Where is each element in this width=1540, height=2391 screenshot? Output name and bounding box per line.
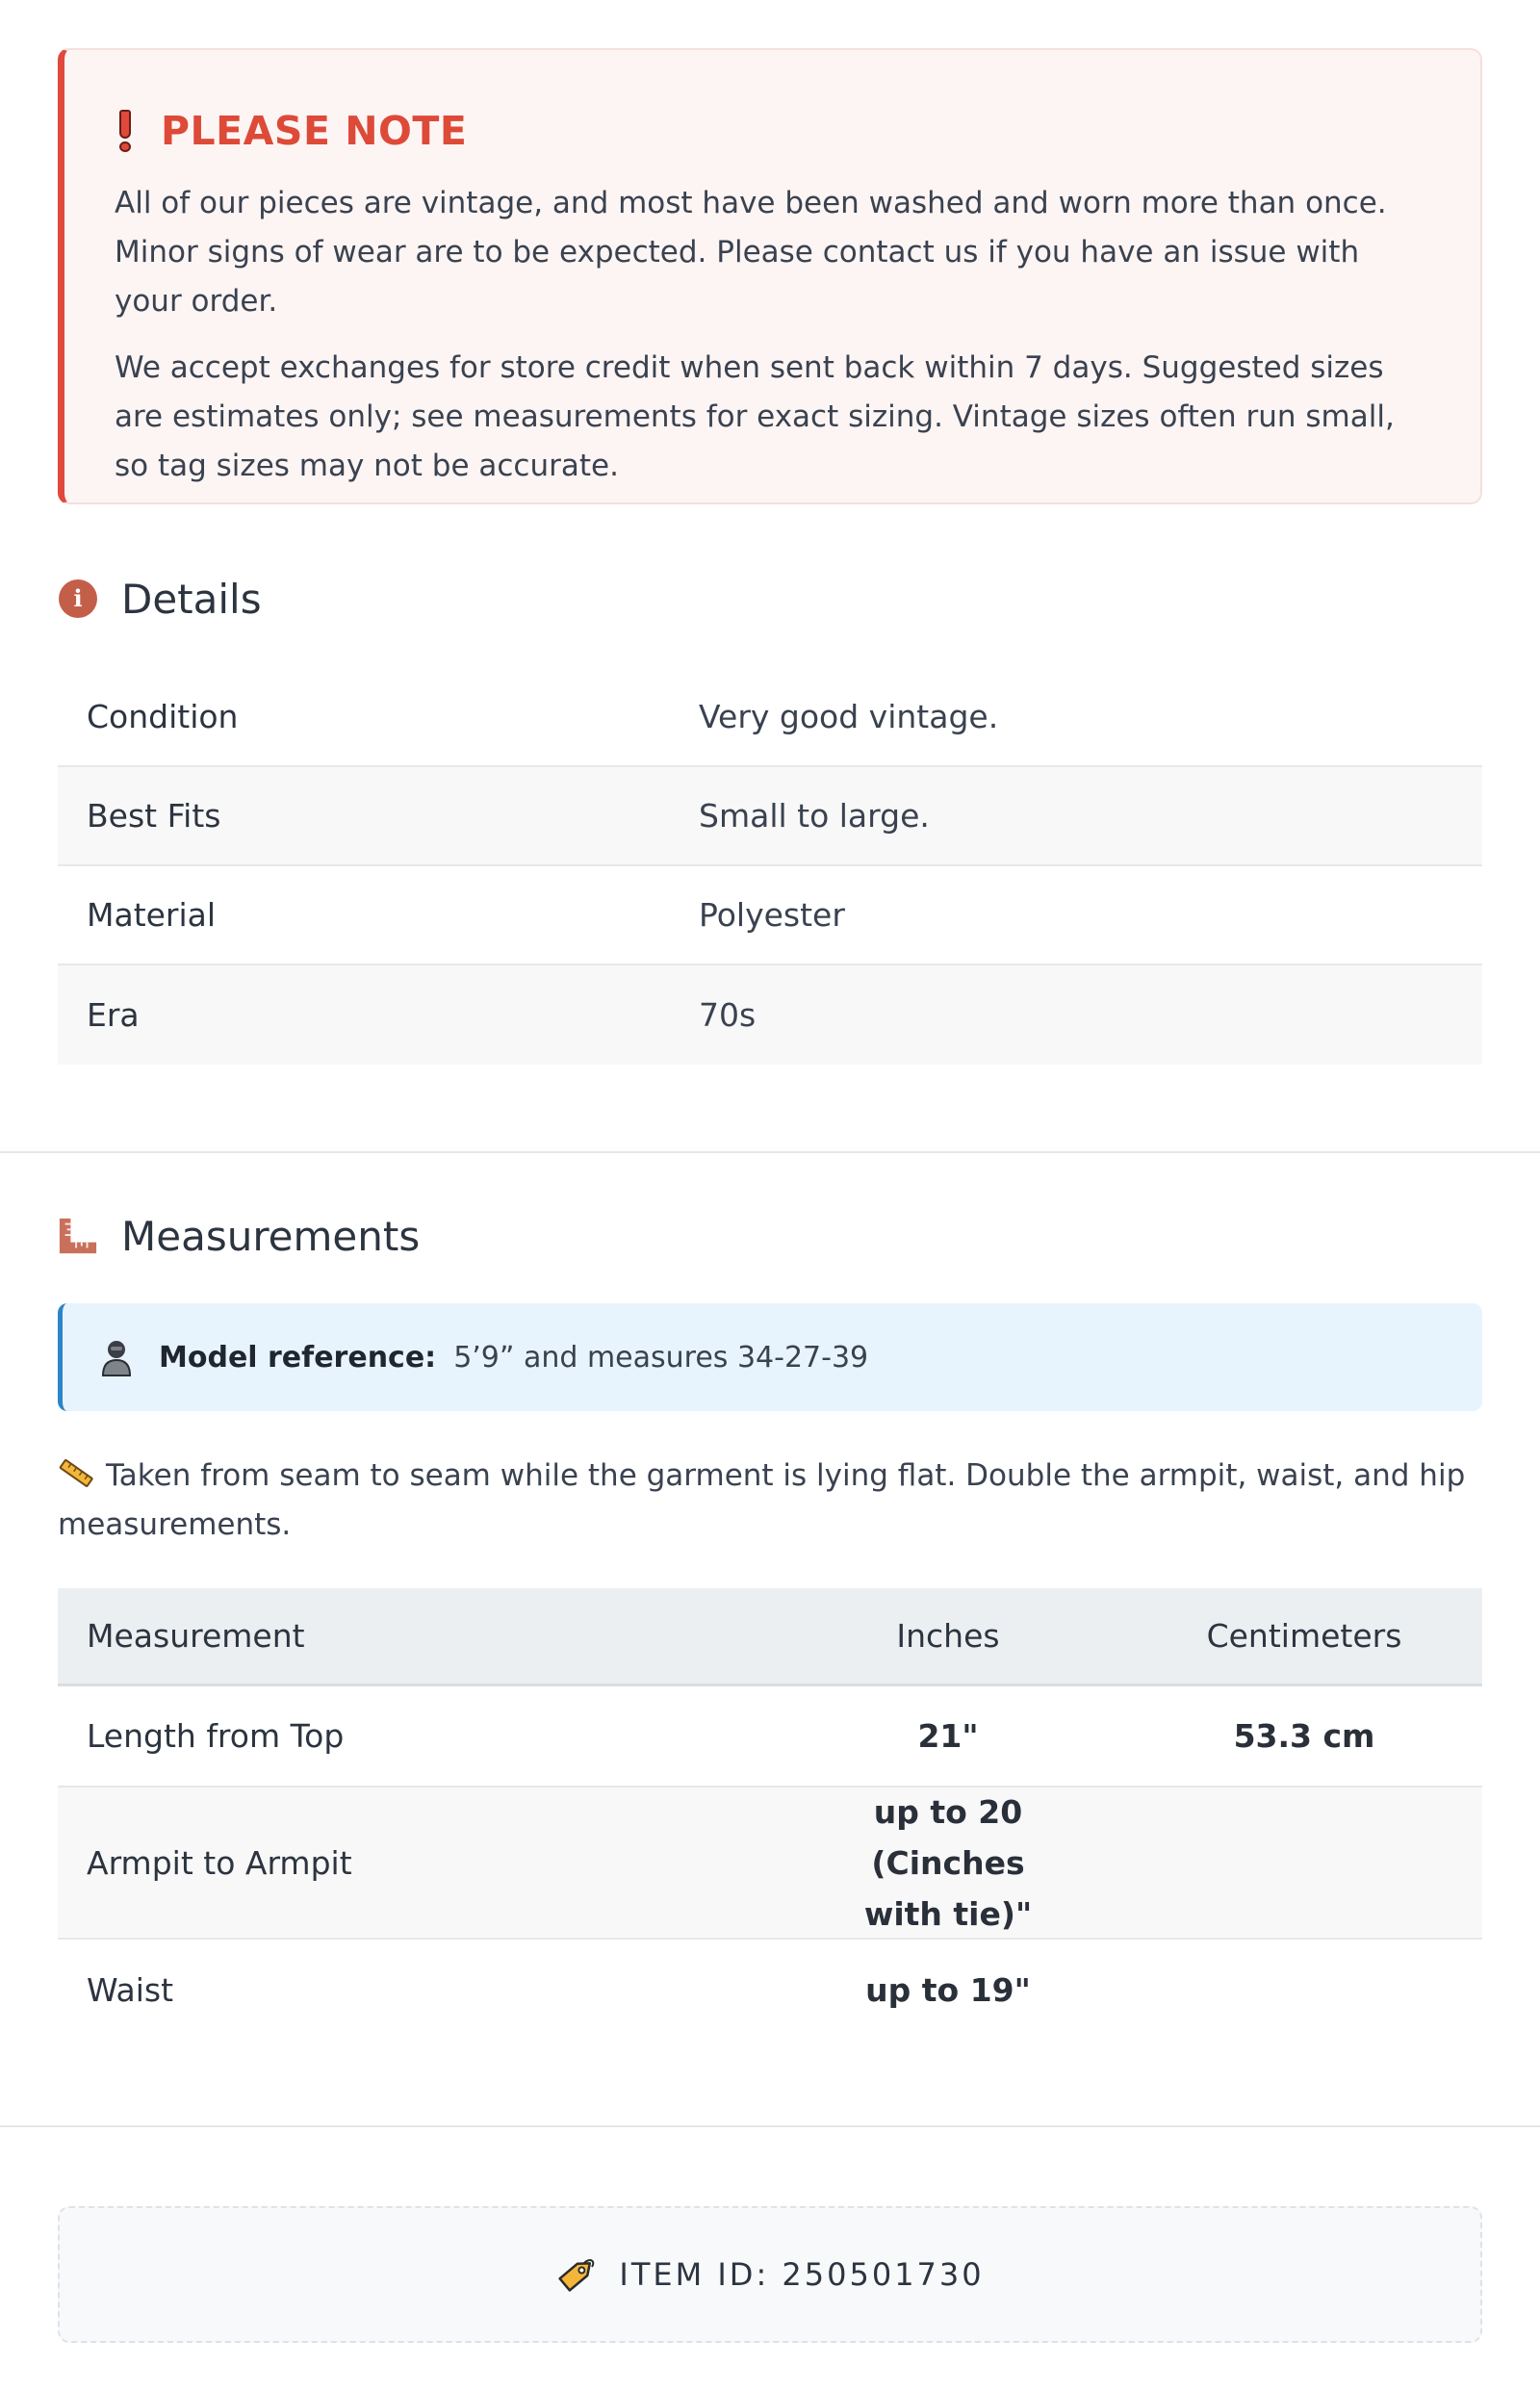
details-value: Polyester — [699, 896, 845, 934]
details-label: Era — [87, 996, 140, 1034]
details-value: 70s — [699, 996, 757, 1034]
table-row — [58, 1787, 1482, 1940]
please-note-title: PLEASE NOTE — [161, 108, 468, 154]
info-icon: i — [58, 578, 98, 619]
model-reference-value: 5’9” and measures 34-27-39 — [453, 1340, 869, 1375]
model-reference-box — [58, 1303, 1482, 1411]
details-heading — [58, 570, 1482, 628]
column-header: Measurement — [87, 1617, 305, 1655]
table-header — [58, 1588, 1482, 1686]
details-row — [58, 965, 1482, 1065]
measurement-inches: 21" — [917, 1717, 979, 1755]
please-note-box — [58, 48, 1482, 504]
column-header: Centimeters — [1206, 1617, 1402, 1655]
measurement-inches: up to 20 (Cinches with tie)" — [863, 1792, 1033, 1933]
pencil-icon — [58, 1458, 96, 1489]
measurement-name: Length from Top — [87, 1717, 345, 1755]
person-icon — [99, 1338, 134, 1376]
measurement-name: Waist — [87, 1971, 174, 2009]
section-divider — [0, 1151, 1540, 1153]
item-id-box — [58, 2206, 1482, 2343]
section-divider — [0, 2125, 1540, 2127]
details-value: Very good vintage. — [699, 698, 999, 735]
measurement-note-text: Taken from seam to seam while the garment is lying flat. Double the armpit, waist, and hip measurements. — [58, 1458, 1466, 1542]
details-row — [58, 767, 1482, 866]
details-title: Details — [121, 575, 262, 623]
note-paragraph: All of our pieces are vintage, and most have been washed and worn more than once. Minor signs of wear are to be expected. Please contact us if you have an issue with your order. — [115, 186, 1387, 319]
table-row — [58, 1940, 1482, 2041]
exclamation-icon — [115, 110, 136, 152]
details-value: Small to large. — [699, 797, 930, 835]
ruler-icon — [58, 1216, 98, 1256]
details-label: Material — [87, 896, 217, 934]
column-header: Inches — [896, 1617, 1000, 1655]
details-row — [58, 866, 1482, 965]
measurement-note — [58, 1452, 1482, 1550]
please-note-header — [115, 104, 1434, 158]
measurements-title: Measurements — [121, 1212, 421, 1260]
table-row — [58, 1686, 1482, 1787]
measurements-heading — [58, 1207, 1482, 1265]
measurement-cm: 53.3 cm — [1233, 1717, 1375, 1755]
details-label: Best Fits — [87, 797, 221, 835]
model-reference-label: Model reference: — [159, 1340, 437, 1375]
item-id-text: ITEM ID: 250501730 — [619, 2256, 985, 2293]
details-row — [58, 668, 1482, 767]
measurement-name: Armpit to Armpit — [87, 1843, 352, 1882]
note-paragraph: We accept exchanges for store credit when sent back within 7 days. Suggested sizes are estimates only; see measurements for exact sizing. Vintage sizes often run small, so tag sizes may not be accurate. — [115, 350, 1395, 483]
details-label: Condition — [87, 698, 239, 735]
measurements-table — [58, 1588, 1482, 2041]
measurement-inches: up to 19" — [865, 1971, 1031, 2009]
tag-icon — [555, 2253, 598, 2296]
details-table — [58, 668, 1482, 1065]
